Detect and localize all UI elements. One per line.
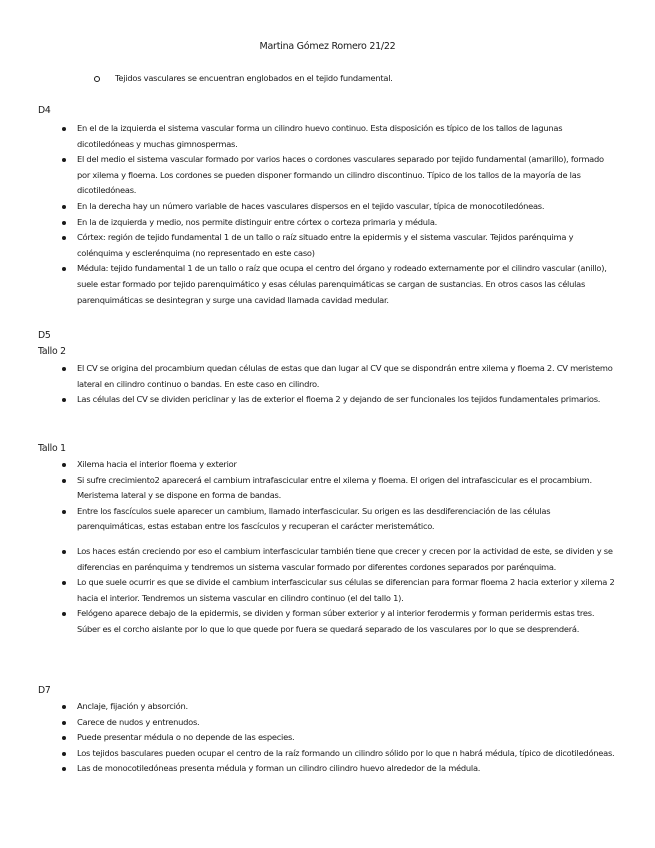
list-item: Si sufre crecimiento2 aparecerá el cambium intrafascicular entre el xilema y floema. El origen del intrafascicular es el procambium. Meristema lateral y se dispone en forma de bandas. [62, 473, 618, 504]
d4-bullet-list [62, 121, 618, 308]
list-item: Felógeno aparece debajo de la epidermis, se dividen y forman súber exterior y al interior ferodermis y forman peridermis estas tres. Súber es el corcho aislante por lo que lo que quede por fuera se quedará separado de los vasculares por lo que se desprenderá. [62, 606, 618, 637]
intro-sub-bullet [94, 71, 614, 87]
list-item: Lo que suele ocurrir es que se divide el cambium interfascicular sus células se diferencian para formar floema 2 hacia exterior y xilema 2 hacia el interior. Tendremos un sistema vascular en cilindro continuo (el del tallo 1). [62, 575, 618, 606]
list-item: Puede presentar médula o no depende de las especies. [62, 730, 618, 746]
list-item: En la de izquierda y medio, nos permite distinguir entre córtex o corteza primaria y médula. [62, 215, 618, 231]
hollow-bullet-icon [94, 76, 100, 82]
list-item: Entre los fascículos suele aparecer un cambium, llamado interfascicular. Su origen es las desdiferenciación de las células parenquimáticas, estas estaban entre los fascículos y recuperan el carácter meristemático. [62, 504, 618, 535]
section-heading-d4: D4 [38, 105, 51, 116]
list-item: En el de la izquierda el sistema vascular forma un cilindro huevo continuo. Esta disposición es típico de los tallos de lagunas dicotiledóneas y muchas gimnospermas. [62, 121, 618, 152]
list-item: Los tejidos basculares pueden ocupar el centro de la raíz formando un cilindro sólido por lo que n habrá médula, típico de dicotiledóneas. [62, 746, 618, 762]
subheading-tallo-2: Tallo 2 [38, 346, 66, 357]
list-item: En la derecha hay un número variable de haces vasculares dispersos en el tejido vascular, típica de monocotiledóneas. [62, 199, 618, 215]
page-header-title: Martina Gómez Romero 21/22 [259, 41, 396, 52]
list-item: El CV se origina del procambium quedan células de estas que dan lugar al CV que se dispondrán entre xilema y floema 2. CV meristemo lateral en cilindro continuo o bandas. En este caso en cilindro. [62, 361, 618, 392]
list-item: Anclaje, fijación y absorción. [62, 699, 618, 715]
list-item: Médula: tejido fundamental 1 de un tallo o raíz que ocupa el centro del órgano y rodeado externamente por el cilindro vascular (anillo), suele estar formado por tejido parenquimático y esas células parenquimáticas se cargan de sustancias. En otros casos las células parenquimáticas se desintegran y surge una cavidad llamada cavidad medular. [62, 261, 618, 308]
list-item: Las células del CV se dividen periclinar y las de exterior el floema 2 y dejando de ser funcionales los tejidos fundamentales primarios. [62, 392, 618, 408]
list-item: El del medio el sistema vascular formado por varios haces o cordones vasculares separado por tejido fundamental (amarillo), formado por xilema y floema. Los cordones se pueden disponer formando un cilindro discontinuo. Típico de los tallos de la mayoría de las dicotiledóneas. [62, 152, 618, 199]
section-heading-d7: D7 [38, 685, 51, 696]
tallo2-bullet-list [62, 361, 618, 408]
list-item: Xilema hacia el interior floema y exterior [62, 457, 618, 473]
list-item: Carece de nudos y entrenudos. [62, 715, 618, 731]
section-heading-d5: D5 [38, 330, 51, 341]
list-item: Las de monocotiledóneas presenta médula y forman un cilindro cilindro huevo alrededor de la médula. [62, 761, 618, 777]
d7-bullet-list [62, 699, 618, 777]
intro-sub-bullet-text: Tejidos vasculares se encuentran englobados en el tejido fundamental. [115, 73, 393, 83]
list-item: Los haces están creciendo por eso el cambium interfascicular también tiene que crecer y crecen por la actividad de este, se dividen y se diferencias en parénquima y tendremos un sistema vascular formado por diferentes cordones separados por parénquima. [62, 544, 618, 575]
list-item: Córtex: región de tejido fundamental 1 de un tallo o raíz situado entre la epidermis y el sistema vascular. Tejidos parénquima y colénquima y esclerénquima (no representado en este caso) [62, 230, 618, 261]
tallo1-bullet-list [62, 457, 618, 638]
subheading-tallo-1: Tallo 1 [38, 443, 66, 454]
